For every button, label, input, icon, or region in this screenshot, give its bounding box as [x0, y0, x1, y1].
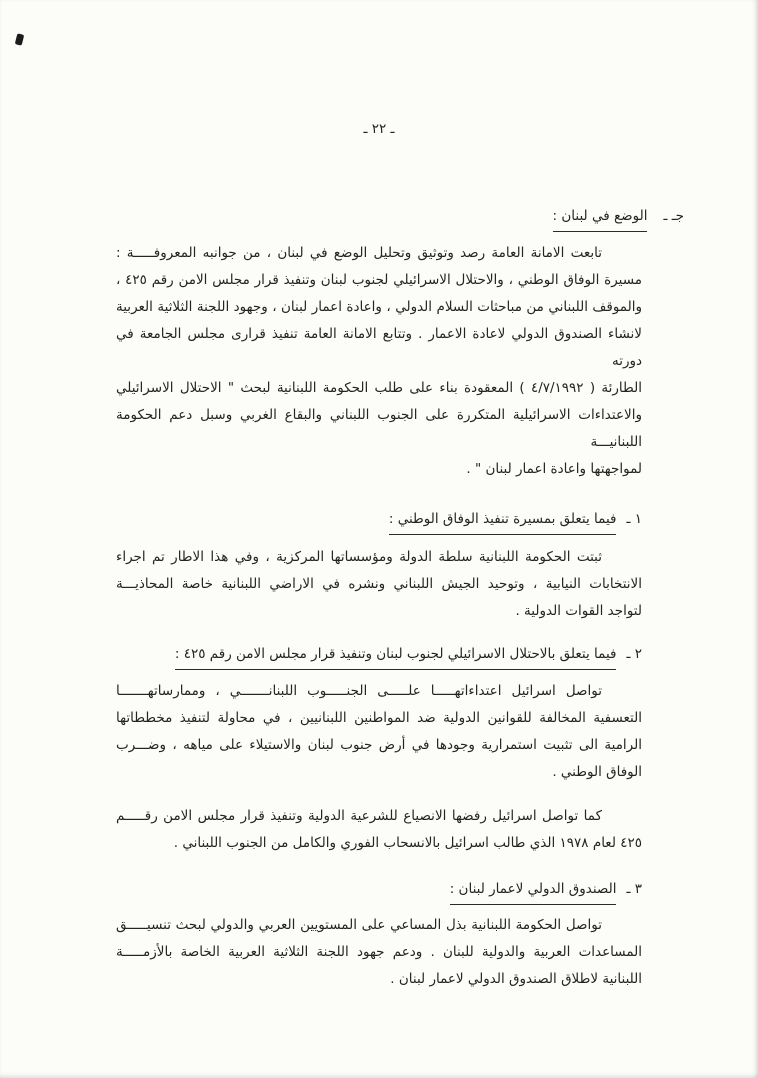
page-content — [116, 0, 684, 993]
text-line: تابعت الامانة العامة رصد وتوثيق وتحليل الوضع في لبنان ، من جوانبه المعروفـــــة : — [116, 245, 602, 261]
item-3-number: ٣ ـ — [626, 881, 642, 897]
section-heading-lebanon — [116, 203, 684, 232]
text-line: والاعتداءات الاسرائيلية المتكررة على الجنوب اللبناني والبقاع الغربي وسبل دعم الحكومة اللبنانيـــة — [116, 407, 642, 450]
item-1-title: فيما يتعلق بمسيرة تنفيذ الوفاق الوطني : — [389, 506, 617, 535]
item-2-title: فيما يتعلق بالاحتلال الاسرائيلي لجنوب لبنان وتنفيذ قرار مجلس الامن رقم ٤٢٥ : — [175, 641, 617, 670]
item-1-paragraph — [116, 544, 642, 625]
item-3-heading — [116, 876, 642, 905]
text-line: اللبنانية لاطلاق الصندوق الدولي لاعمار لبنان . — [390, 971, 642, 987]
text-line: المساعدات العربية والدولية للبنان . ودعم جهود اللجنة الثلاثية العربية الخاصة بالأزمـــــة — [116, 944, 642, 960]
text-line: الوفاق الوطني . — [552, 764, 642, 780]
text-line: والموقف اللبناني من مباحثات السلام الدولي ، واعادة اعمار لبنان ، وجهود اللجنة الثلاثية العربية — [116, 299, 642, 315]
item-2-paragraph-1 — [116, 678, 642, 786]
item-1-heading — [116, 506, 642, 535]
text-line: لتواجد القوات الدولية . — [515, 603, 642, 619]
text-line: مسيرة الوفاق الوطني ، والاحتلال الاسرائيلي لجنوب لبنان وتنفيذ قرار مجلس الامن رقم ٤٢٥ ، — [116, 272, 642, 288]
text-line: التعسفية المخالفة للقوانين الدولية ضد المواطنين اللبنانيين ، في محاولة لتنفيذ مخططاتها — [116, 710, 642, 726]
text-line: تواصل الحكومة اللبنانية بذل المساعي على المستويين العربي والدولي لبحث تنسيـــــق — [116, 917, 602, 933]
text-line: لمواجهتها واعادة اعمار لبنان " . — [466, 461, 642, 477]
item-2-paragraph-2 — [116, 803, 642, 857]
item-2-heading — [116, 641, 642, 670]
scan-artifact — [15, 33, 24, 45]
item-2-number: ٢ ـ — [626, 646, 642, 662]
section-title: الوضع في لبنان : — [553, 203, 648, 232]
text-line: ثبتت الحكومة اللبنانية سلطة الدولة ومؤسساتها المركزية ، وفي هذا الاطار تم اجراء — [116, 549, 602, 565]
page-number: ـ ٢٢ ـ — [363, 121, 395, 137]
item-3-title: الصندوق الدولي لاعمار لبنان : — [450, 876, 617, 905]
text-line: لانشاء الصندوق الدولي لاعادة الاعمار . وتتابع الامانة العامة تنفيذ قرارى مجلس الجامعة في دورته — [116, 326, 642, 369]
item-1-number: ١ ـ — [626, 511, 642, 527]
text-line: تواصل اسرائيل اعتداءاتهـــــا علـــــى الجنـــــوب اللبنانـــــــي ، وممارساتهـــــــا — [116, 683, 602, 699]
text-line: كما تواصل اسرائيل رفضها الانصياع للشرعية الدولية وتنفيذ قرار مجلس الامن رقـــــم — [116, 808, 602, 824]
text-line: الرامية الى تثبيت استمرارية وجودها في أرض جنوب لبنان والاستيلاء على مياهه ، وضـــرب — [116, 737, 642, 753]
section-marker: جـ ـ — [663, 208, 684, 224]
intro-paragraph — [116, 240, 642, 483]
text-line: الطارئة ( ٤/٧/١٩٩٢ ) المعقودة بناء على طلب الحكومة اللبنانية لبحث " الاحتلال الاسرائيلي — [116, 380, 642, 396]
item-3-paragraph — [116, 912, 642, 993]
text-line: الانتخابات النيابية ، وتوحيد الجيش اللبناني ونشره في الاراضي اللبنانية خاصة المحاذيـــة — [116, 576, 642, 592]
text-line: ٤٢٥ لعام ١٩٧٨ الذي طالب اسرائيل بالانسحاب الفوري والكامل من الجنوب اللبناني . — [173, 835, 642, 851]
